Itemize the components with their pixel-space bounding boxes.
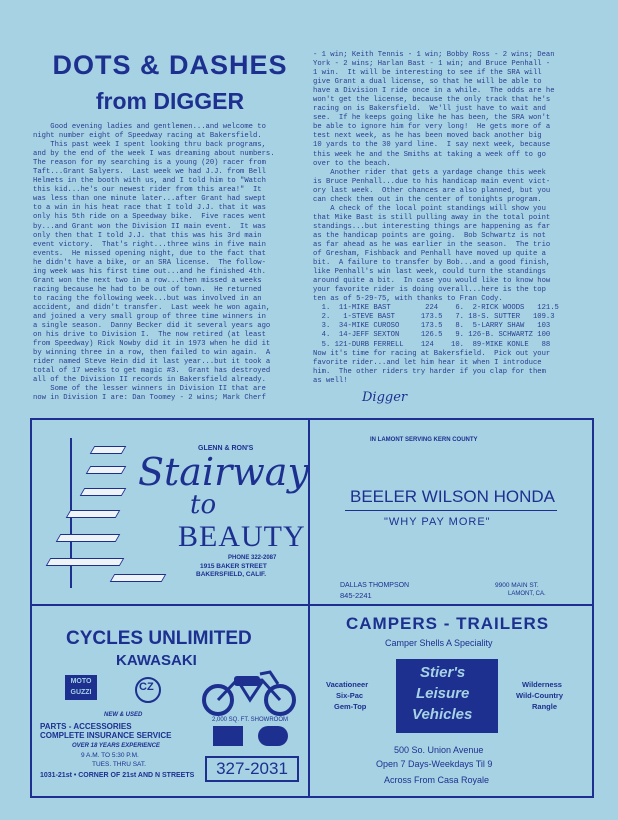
- article-line: This past week I spent looking thru back programs,: [33, 141, 266, 150]
- campers-addr-1: 500 So. Union Avenue: [394, 745, 484, 755]
- article-line: of Gresham, Fishback and Penhall have moved up quite a: [313, 250, 546, 259]
- article-line: around quite a bit. In case you would like to know how: [313, 277, 551, 286]
- campers-left-1: Vacationeer: [326, 680, 369, 689]
- article-line: accident, and didn't transfer. Last week he won again,: [33, 303, 271, 312]
- bankamericard-logo: [213, 726, 243, 746]
- article-line: bit. A failure to transfer by Bob...and a good finish,: [313, 259, 551, 268]
- campers-right-2: Wild-Country: [516, 691, 564, 700]
- article-line: The reason for my searching is a young (20) racer from: [33, 159, 266, 168]
- stiers-logo-1: Stier's: [420, 664, 466, 681]
- stairway-name-1: Stairway: [138, 450, 309, 494]
- article-line: favorite rider...and let him hear it when I introduce: [313, 358, 542, 367]
- beeler-slogan: "WHY PAY MORE": [384, 516, 491, 528]
- master-charge-logo: [258, 726, 288, 746]
- article-line: event victory. That's right...three wins in five main: [33, 240, 266, 249]
- article-line: racing on is Bakersfield. We'll just have to wait and: [313, 105, 546, 114]
- article-left-column: [33, 123, 275, 403]
- beeler-name: BEELER WILSON HONDA: [350, 487, 555, 506]
- cycles-parts: PARTS - ACCESSORIES: [40, 722, 132, 731]
- article-line: 1 win. It will be interesting to see if the SRA will: [313, 69, 542, 78]
- article-line: Taft...Grant Salyers. Last week we had J.J. from Bell: [33, 168, 266, 177]
- article-subtitle: from DIGGER: [95, 88, 245, 114]
- cycles-experience: OVER 18 YEARS EXPERIENCE: [72, 743, 160, 749]
- stairway-name-3: BEAUTY: [178, 520, 306, 553]
- campers-addr-3: Across From Casa Royale: [384, 775, 490, 785]
- article-line: and joined a very small group of three time winners in: [33, 312, 266, 321]
- article-line: and by the end of the week I was dreaming about numbers.: [33, 150, 275, 159]
- cycles-new-used: NEW & USED: [104, 712, 143, 718]
- article-line: over to the beach.: [313, 159, 391, 168]
- article-line: your favorite rider is doing overall...here is the top: [313, 286, 546, 295]
- article-line: now in Division I are: Dan Toomey - 2 wins; Mark Cherf: [33, 394, 266, 403]
- article-line: night number eight of Speedway racing at Bakersfield.: [33, 132, 262, 141]
- article-line: won't get the license, because the only track that he's: [313, 96, 551, 105]
- campers-addr-2: Open 7 Days-Weekdays Til 9: [376, 759, 493, 769]
- article-line: as the handicap points are going. Bob Schwartz is not: [313, 231, 546, 240]
- stairway-name-2: to: [190, 490, 217, 520]
- article-line: 4. 14-JEFF SEXTON 126.5 9. 126-B. SCHWARTZ 100: [313, 331, 551, 340]
- article-line: by winning three in a row, then failed to win again. A: [33, 349, 271, 358]
- beeler-tagline: IN LAMONT SERVING KERN COUNTY: [370, 437, 478, 443]
- cycles-hours-1: 9 A.M. TO 5:30 P.M.: [81, 752, 139, 759]
- article-line: have a Division I ride once in a while. The odds are he: [313, 87, 555, 96]
- article-line: all of the Division II records in Bakersfield already.: [33, 376, 266, 385]
- article-line: can check them out in the center of tonights program.: [313, 195, 542, 204]
- article-line: be able to ignore him for very long! He gets more of a: [313, 123, 551, 132]
- article-line: only his 5th ride on a Speedway bike. Five races went: [33, 213, 266, 222]
- article-line: 3. 34-MIKE CUROSO 173.5 8. 5-LARRY SHAW 103: [313, 322, 551, 331]
- campers-left-2: Six-Pac: [336, 691, 364, 700]
- beeler-contact-name: DALLAS THOMPSON: [340, 582, 410, 589]
- article-line: Some of the lesser winners in Division II that are: [33, 385, 266, 394]
- article-line: him. The other riders try harder if you clap for them: [313, 367, 546, 376]
- article-line: that Mike Bast is still pulling away in the total point: [313, 213, 551, 222]
- cycles-showroom: 2,000 SQ. FT. SHOWROOM: [212, 717, 289, 723]
- article-line: see. If he keeps going like he has been, the SRA won't: [313, 114, 551, 123]
- ads-divider-horizontal: [30, 604, 592, 606]
- article-line: to a win in his heat race that I told J.J. that it was: [33, 204, 266, 213]
- article-line: he didn't have a bike, or an SRA license. The follow-: [33, 258, 266, 267]
- cycles-hours-2: TUES. THRU SAT.: [92, 761, 146, 768]
- article-line: give Grant a dual license, so that he will be able to: [313, 78, 542, 87]
- article-line: on his drive to Division I. The now retired (at least: [33, 331, 266, 340]
- stiers-logo-3: Vehicles: [412, 706, 473, 723]
- article-line: a single season. Danny Becker did it several years ago: [33, 322, 271, 331]
- article-line: test next week, as he has been moved back another big: [313, 132, 542, 141]
- article-line: 5. 121-DURB FERRELL 124 10. 89-MIKE KONLE 88: [313, 340, 551, 349]
- motorcycle-icon: [200, 662, 300, 717]
- article-line: as far ahead as he was earlier in the season. The trio: [313, 240, 551, 249]
- article-line: 2. 1-STEVE BAST 173.5 7. 18-S. SUTTER 109.3: [313, 313, 555, 322]
- article-line: York - 2 wins; Harlan Bast - 1 win; and Bruce Penhall -: [313, 60, 551, 69]
- cz-logo-text: CZ: [139, 681, 154, 693]
- article-line: to racing the following week...but was involved in an: [33, 294, 262, 303]
- article-line: Grant won the next two in a row...then missed a weeks: [33, 276, 262, 285]
- campers-right-1: Wilderness: [522, 680, 562, 689]
- article-line: from Speedway) Rick Nowby did it in 1973 when he did it: [33, 340, 271, 349]
- campers-sub: Camper Shells A Speciality: [385, 638, 493, 648]
- article-line: Another rider that gets a yardage change this week: [313, 168, 546, 177]
- article-line: standings...but interesting things are happening as far: [313, 222, 551, 231]
- article-line: A check of the local point standings will show you: [313, 204, 546, 213]
- article-line: is Bruce Penhall...due to his handicap main event vict-: [313, 177, 551, 186]
- article-right-column: [313, 51, 559, 386]
- article-line: events. He missed opening night, due to the fact that: [33, 249, 266, 258]
- article-line: ory last week. Other chances are also planned, but you: [313, 186, 551, 195]
- article-line: Helmets in the booth with us, and I told him to "Watch: [33, 177, 266, 186]
- stairway-address: 1915 BAKER STREET: [200, 563, 267, 570]
- beeler-city: LAMONT, CA.: [508, 591, 546, 597]
- article-line: Now it's time for racing at Bakersfield. Pick out your: [313, 349, 551, 358]
- article-line: only then that I told J.J. that this was his 3rd main: [33, 231, 262, 240]
- campers-right-3: Rangle: [532, 702, 558, 711]
- stairway-city: BAKERSFIELD, CALIF.: [196, 571, 267, 578]
- article-line: like Penhall's win last week, could turn the standings: [313, 268, 546, 277]
- moto-guzzi-logo: MOTO GUZZI: [65, 675, 97, 700]
- cycles-insurance: COMPLETE INSURANCE SERVICE: [40, 731, 172, 740]
- article-line: ing week was his first time out...and he finished 4th.: [33, 267, 266, 276]
- signature: Digger: [362, 390, 408, 405]
- stairway-owners: GLENN & RON'S: [198, 445, 254, 452]
- beeler-contact-phone: 845-2241: [340, 591, 372, 600]
- campers-left-3: Gem-Top: [334, 702, 367, 711]
- article-line: 1. 11-MIKE BAST 224 6. 2-RICK WOODS 121.5: [313, 304, 559, 313]
- article-line: by...and Grant won the Division II main event. It was: [33, 222, 266, 231]
- beeler-rule: [345, 510, 557, 511]
- article-line: was less than one minute later...after Grant had swept: [33, 195, 266, 204]
- article-line: this kid...he's our newest rider from this area!" It: [33, 186, 262, 195]
- cycles-address: 1031-21st • CORNER OF 21st AND N STREETS: [40, 772, 195, 779]
- article-line: total of 17 weeks to get magic #3. Grant has destroyed: [33, 367, 271, 376]
- cycles-brand: KAWASAKI: [116, 652, 197, 669]
- article-line: ten as of 5-29-75, with thanks to Fran Cody.: [313, 295, 503, 304]
- article-line: this week he and the Smiths at taking a week off to go: [313, 150, 546, 159]
- stiers-logo-2: Leisure: [416, 685, 470, 702]
- campers-heading: CAMPERS - TRAILERS: [346, 614, 550, 633]
- stairway-phone: PHONE 322-2087: [228, 555, 277, 561]
- cycles-name: CYCLES UNLIMITED: [66, 628, 252, 649]
- article-line: rider named Steve Hein did it last year...but it took a: [33, 358, 271, 367]
- article-line: 10 yards to the 30 yard line. I say next week, because: [313, 141, 551, 150]
- article-line: Good evening ladies and gentlemen...and welcome to: [33, 123, 266, 131]
- article-line: - 1 win; Keith Tennis - 1 win; Bobby Ross - 2 wins; Dean: [313, 51, 555, 59]
- beeler-address: 9900 MAIN ST.: [495, 582, 539, 589]
- article-title: DOTS & DASHES: [52, 50, 288, 80]
- article-line: racing because he had to be out of town. He returned: [33, 285, 262, 294]
- cycles-phone: 327-2031: [205, 756, 299, 782]
- article-line: as well!: [313, 376, 348, 385]
